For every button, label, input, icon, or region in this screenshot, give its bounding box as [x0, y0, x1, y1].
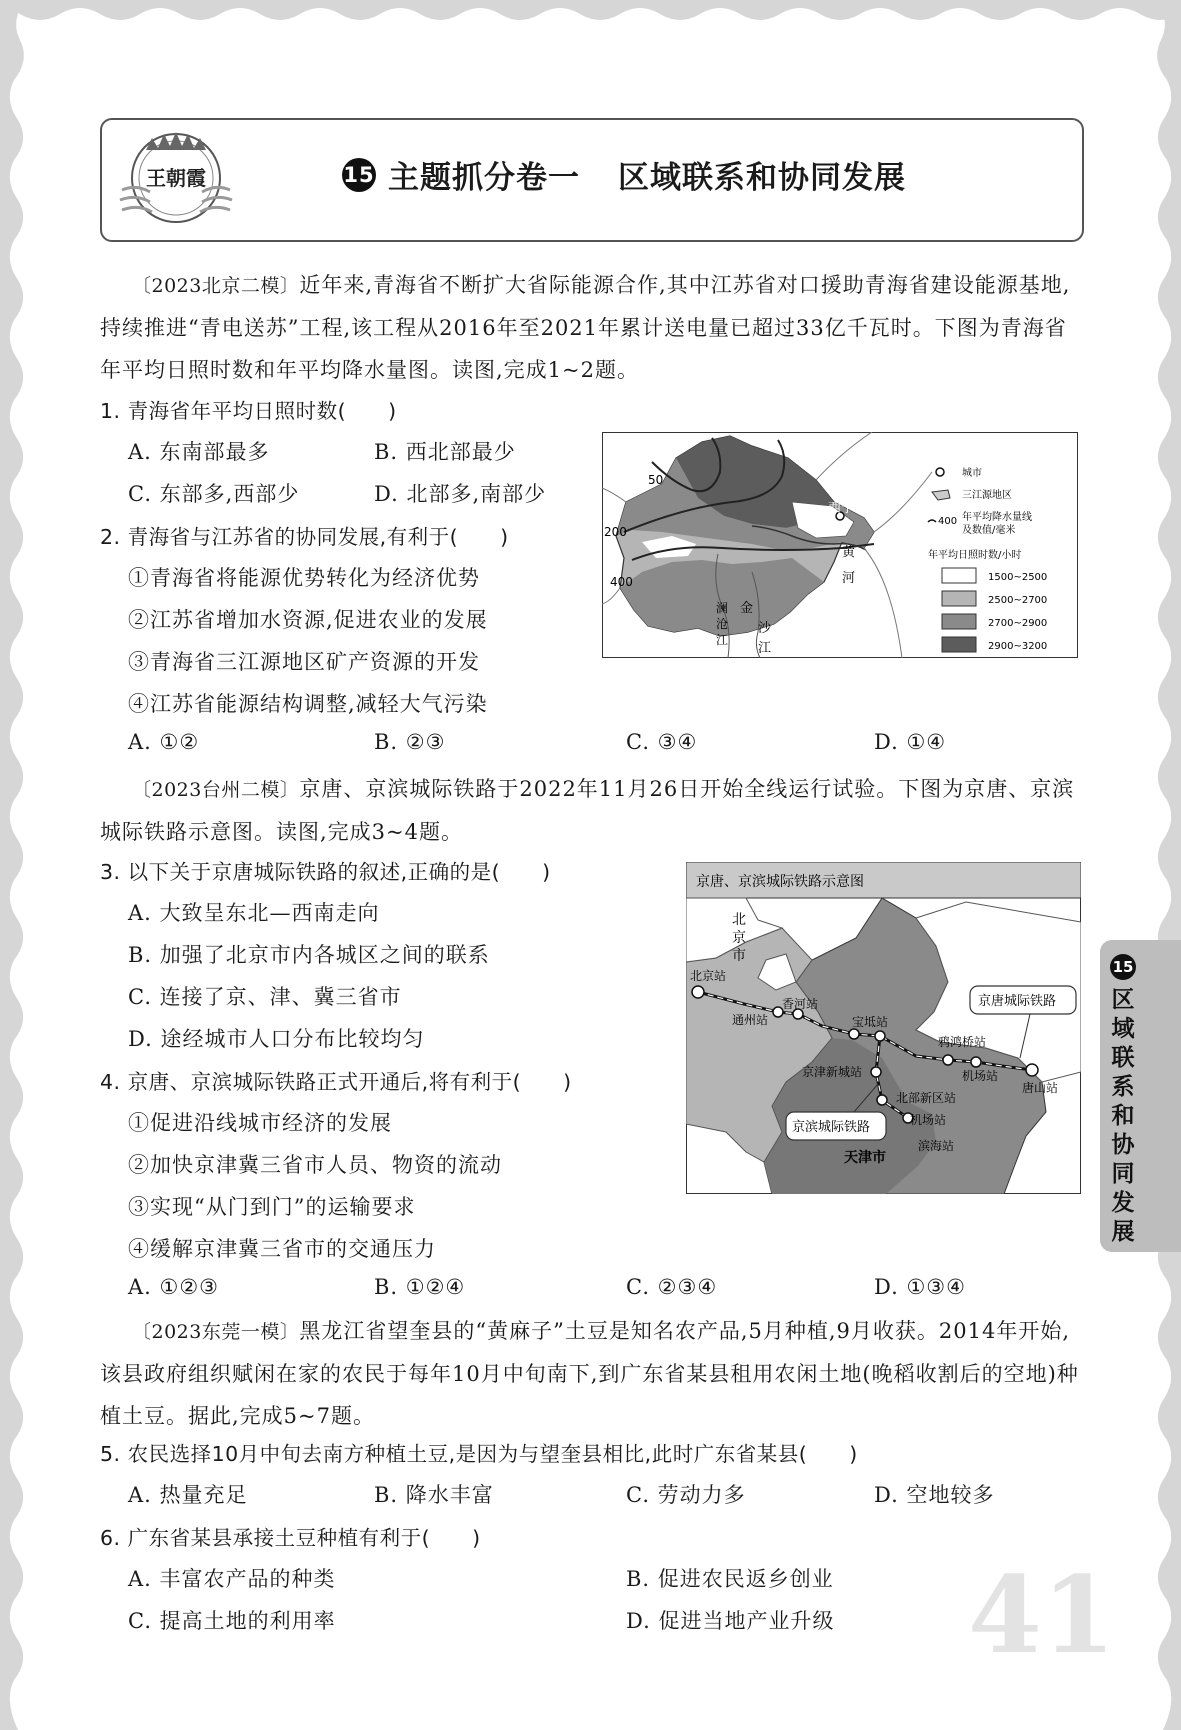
q1-stem: 1. 青海省年平均日照时数( ) [100, 399, 397, 423]
legend-sun-3: 2700~2900 [988, 618, 1048, 629]
q4-option-a[interactable]: A. ①②③ [128, 1275, 219, 1299]
jinsha-1: 金 [740, 601, 754, 616]
label-airport-1: 机场站 [962, 1069, 999, 1083]
passage-3-text: 黑龙江省望奎县的“黄麻子”土豆是知名农产品,5月种植,9月收获。2014年开始,该县政府组织赋闲在家的农民于每年10月中旬南下,到广东省某县租用农闲土地(晚稻收割后的空地)种植土豆。据此,完成5~7题。 [100, 1319, 1079, 1428]
right-wavy-border [1155, 0, 1181, 1730]
q2-stem: 2. 青海省与江苏省的协同发展,有利于( ) [100, 525, 509, 549]
q5-stem: 5. 农民选择10月中旬去南方种植土豆,是因为与望奎县相比,此时广东省某县( ) [100, 1442, 858, 1466]
passage-2-text: 京唐、京滨城际铁路于2022年11月26日开始全线运行试验。下图为京唐、京滨城际铁路示意图。读图,完成3~4题。 [100, 777, 1075, 844]
label-tangshan: 唐山站 [1022, 1081, 1059, 1095]
q4-option-c[interactable]: C. ②③④ [626, 1275, 718, 1299]
q1-option-b[interactable]: B. 西北部最少 [374, 440, 516, 464]
river-he-label: 河 [842, 571, 856, 586]
chapter-side-tab[interactable] [1100, 940, 1181, 1252]
q3-option-c[interactable]: C. 连接了京、津、冀三省市 [128, 985, 402, 1009]
label-binhai: 滨海站 [918, 1139, 955, 1153]
q4-option-b[interactable]: B. ①②④ [374, 1275, 466, 1299]
legend-swatch-3 [942, 614, 976, 629]
page-title [342, 152, 906, 197]
jingtang-callout-label: 京唐城际铁路 [978, 994, 1057, 1009]
side-tab-text: 区域联系和协同发展 [1111, 987, 1135, 1245]
legend-sun-title: 年平均日照时数/小时 [928, 550, 1022, 561]
q4-option-d[interactable]: D. ①③④ [874, 1275, 966, 1299]
q4-stem: 4. 京唐、京滨城际铁路正式开通后,将有利于( ) [100, 1070, 572, 1094]
left-wavy-border [0, 0, 26, 1730]
station-beibu [871, 1067, 881, 1077]
legend-city-icon [936, 468, 944, 476]
legend-iso-2: 及数值/毫米 [962, 525, 1016, 536]
jinsha-3: 江 [758, 641, 772, 656]
legend-sun-1: 1500~2500 [988, 572, 1048, 583]
jingbin-callout-label: 京滨城际铁路 [792, 1120, 871, 1135]
q4-statement-1: ①促进沿线城市经济的发展 [128, 1111, 392, 1135]
q2-statement-1: ①青海省将能源优势转化为经济优势 [128, 566, 480, 590]
legend-swatch-4 [942, 637, 976, 652]
legend-sun-4: 2900~3200 [988, 641, 1048, 652]
label-airport-2: 机场站 [910, 1113, 947, 1127]
station-baodi [849, 1029, 859, 1039]
legend-iso-sample: 400 [938, 516, 958, 527]
q1-option-a[interactable]: A. 东南部最多 [128, 440, 270, 464]
q6-stem: 6. 广东省某县承接土豆种植有利于( ) [100, 1526, 481, 1550]
lancang-3: 江 [716, 633, 729, 647]
station-airport-2 [877, 1095, 887, 1105]
station-chunhong [943, 1055, 953, 1065]
legend-swatch-2 [942, 591, 976, 606]
label-baodi: 宝坻站 [852, 1015, 889, 1029]
q1-option-d[interactable]: D. 北部多,南部少 [374, 482, 547, 506]
passage-3-source: 〔2023东莞一模〕 [132, 1321, 300, 1343]
q2-option-b[interactable]: B. ②③ [374, 730, 446, 754]
jinsha-2: 沙 [758, 621, 772, 636]
title-part2: 区域联系和协同发展 [618, 160, 906, 196]
contour-label-50: 50 [648, 473, 664, 487]
q1-option-c[interactable]: C. 东部多,西部少 [128, 482, 300, 506]
passage-3 [100, 1310, 1080, 1437]
passage-2-source: 〔2023台州二模〕 [132, 779, 300, 801]
beijing-label-2: 京 [732, 930, 746, 946]
top-wavy-border [0, 0, 1181, 30]
label-tongzhou: 通州站 [732, 1013, 769, 1027]
lancang-2: 沧 [716, 617, 729, 631]
side-tab-number: 15 [1110, 954, 1136, 980]
q3-stem: 3. 以下关于京唐城际铁路的叙述,正确的是( ) [100, 860, 551, 884]
contour-label-400: 400 [610, 575, 633, 589]
legend-iso-1: 年平均降水量线 [962, 512, 1032, 523]
q3-option-a[interactable]: A. 大致呈东北—西南走向 [128, 901, 380, 925]
q6-option-b[interactable]: B. 促进农民返乡创业 [626, 1567, 834, 1591]
q4-statement-2: ②加快京津冀三省市人员、物资的流动 [128, 1153, 502, 1177]
legend-sun-2: 2500~2700 [988, 595, 1048, 606]
lancang-1: 澜 [716, 601, 729, 615]
passage-1-text: 近年来,青海省不断扩大省际能源合作,其中江苏省对口援助青海省建设能源基地,持续推进“青电送苏”工程,该工程从2016年至2021年累计送电量已超过33亿千瓦时。下图为青海省年平均日照时数和年平均降水量图。读图,完成1~2题。 [100, 273, 1071, 382]
title-part1: 主题抓分卷一 [388, 160, 580, 196]
beijing-label-3: 市 [732, 948, 746, 964]
q2-option-a[interactable]: A. ①② [128, 730, 200, 754]
passage-2 [100, 768, 1080, 853]
header-box [100, 118, 1084, 242]
xining-label: 西宁 [828, 501, 855, 516]
map2-title: 京唐、京滨城际铁路示意图 [696, 874, 864, 890]
label-jingjin: 京津新城站 [802, 1065, 863, 1079]
legend-city: 城市 [962, 468, 982, 479]
passage-1-source: 〔2023北京二模〕 [132, 275, 300, 297]
q2-option-c[interactable]: C. ③④ [626, 730, 698, 754]
q2-statement-3: ③青海省三江源地区矿产资源的开发 [128, 650, 480, 674]
q6-option-a[interactable]: A. 丰富农产品的种类 [128, 1567, 336, 1591]
q6-option-c[interactable]: C. 提高土地的利用率 [128, 1609, 336, 1633]
label-chunhong: 鸦鸿桥站 [938, 1035, 987, 1049]
railway-map [686, 862, 1081, 1194]
q4-statement-4: ④缓解京津冀三省市的交通压力 [128, 1237, 436, 1261]
station-airport-1 [971, 1057, 981, 1067]
station-tangshan [1026, 1064, 1038, 1076]
label-beijing-station: 北京站 [690, 969, 727, 983]
legend-swatch-1 [942, 568, 976, 583]
page-number: 41 [968, 1552, 1116, 1677]
q5-option-d[interactable]: D. 空地较多 [874, 1483, 995, 1507]
publisher-logo [116, 128, 236, 228]
q2-statement-2: ②江苏省增加水资源,促进农业的发展 [128, 608, 488, 632]
station-beijing [692, 986, 704, 998]
station-jingjin [875, 1031, 885, 1041]
q6-option-d[interactable]: D. 促进当地产业升级 [626, 1609, 835, 1633]
q5-option-c[interactable]: C. 劳动力多 [626, 1483, 746, 1507]
river-huang-label: 黄 [842, 545, 856, 560]
beijing-label-1: 北 [732, 912, 746, 928]
q3-option-b[interactable]: B. 加强了北京市内各城区之间的联系 [128, 943, 490, 967]
tianjin-label: 天津市 [844, 1150, 886, 1166]
qinghai-map [602, 432, 1078, 658]
q2-statement-4: ④江苏省能源结构调整,减轻大气污染 [128, 692, 488, 716]
q5-option-a[interactable]: A. 热量充足 [128, 1483, 248, 1507]
contour-label-200: 200 [604, 525, 627, 539]
title-number-badge: 15 [342, 158, 376, 192]
q3-option-d[interactable]: D. 途经城市人口分布比较均匀 [128, 1027, 425, 1051]
passage-1 [100, 264, 1080, 391]
label-xianghe: 香河站 [782, 997, 819, 1011]
logo-text: 王朝霞 [146, 166, 206, 190]
q2-option-d[interactable]: D. ①④ [874, 730, 947, 754]
q4-statement-3: ③实现“从门到门”的运输要求 [128, 1195, 416, 1219]
q5-option-b[interactable]: B. 降水丰富 [374, 1483, 494, 1507]
label-beibu: 北部新区站 [896, 1091, 957, 1105]
legend-sjy: 三江源地区 [962, 490, 1012, 501]
